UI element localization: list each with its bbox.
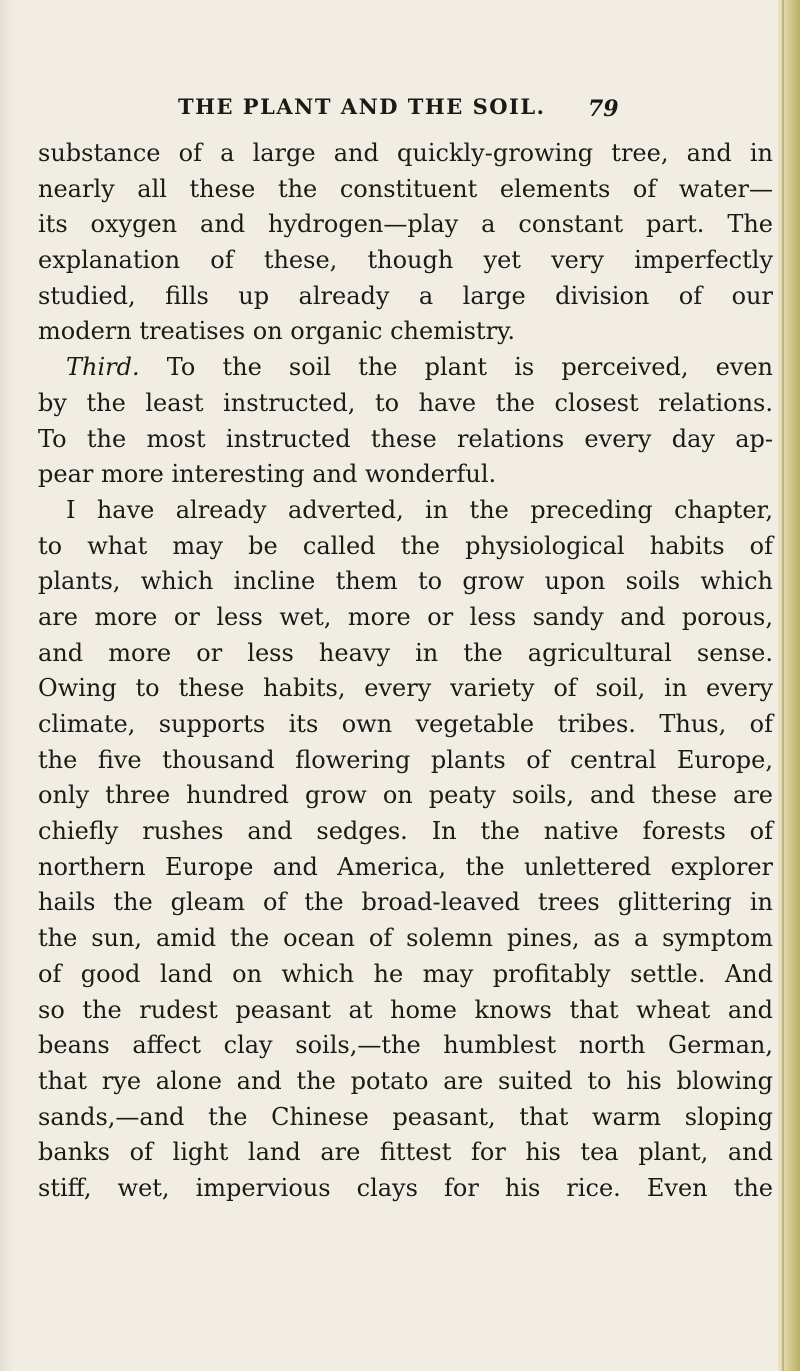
paragraph-start-line: Third. To the soil the plant is perceived, even (66, 353, 773, 382)
page-edge (778, 0, 800, 1371)
body-text (38, 136, 773, 1207)
text-line: by the least instructed, to have the closest relations. (38, 388, 773, 417)
running-head: THE PLANT AND THE SOIL. (178, 94, 546, 119)
text-line: substance of a large and quickly-growing tree, and in (38, 139, 773, 167)
text-line: To the most instructed these relations every day ap- (38, 424, 773, 453)
text-line: the sun, amid the ocean of solemn pines, as a symptom (38, 924, 773, 953)
text-line: hails the gleam of the broad-leaved trees glittering in (38, 888, 773, 917)
section-lead: Third. (66, 353, 140, 382)
text-line: explanation of these, though yet very imperfectly (38, 246, 773, 275)
text-line: modern treatises on organic chemistry. (38, 317, 516, 346)
page-header (178, 94, 618, 124)
text-line: so the rudest peasant at home knows that wheat and (38, 995, 773, 1024)
paragraph-start-line: I have already adverted, in the preceding chapter, (66, 495, 773, 524)
text-line: chiefly rushes and sedges. In the native forests of (38, 817, 773, 846)
text-line: and more or less heavy in the agricultural sense. (38, 638, 773, 667)
text-line: stiff, wet, impervious clays for his rice. Even the (38, 1173, 773, 1202)
text-line: that rye alone and the potato are suited to his blowing (38, 1066, 773, 1095)
text-line: plants, which incline them to grow upon soils which (38, 567, 773, 596)
text-line: Owing to these habits, every variety of soil, in every (38, 674, 773, 703)
text-line: of good land on which he may profitably settle. And (38, 959, 773, 988)
text-line: its oxygen and hydrogen—play a constant part. The (38, 210, 773, 239)
text-line: sands,—and the Chinese peasant, that warm sloping (38, 1102, 773, 1131)
page-gutter-shadow (0, 0, 14, 1371)
text-line: only three hundred grow on peaty soils, and these are (38, 781, 773, 810)
text-line: the five thousand flowering plants of central Europe, (38, 745, 773, 774)
text-line: to what may be called the physiological habits of (38, 531, 773, 560)
text-line: nearly all these the constituent elements of water— (38, 174, 773, 203)
page-number: 79 (588, 96, 619, 122)
text-line: pear more interesting and wonderful. (38, 460, 497, 489)
text-line: studied, fills up already a large division of our (38, 281, 773, 310)
text-line: are more or less wet, more or less sandy and porous, (38, 602, 773, 631)
text-line: beans affect clay soils,—the humblest north German, (38, 1031, 773, 1060)
text-line: banks of light land are fittest for his tea plant, and (38, 1138, 773, 1167)
text-line: northern Europe and America, the unlettered explorer (38, 852, 773, 881)
text-line: climate, supports its own vegetable tribes. Thus, of (38, 710, 773, 738)
